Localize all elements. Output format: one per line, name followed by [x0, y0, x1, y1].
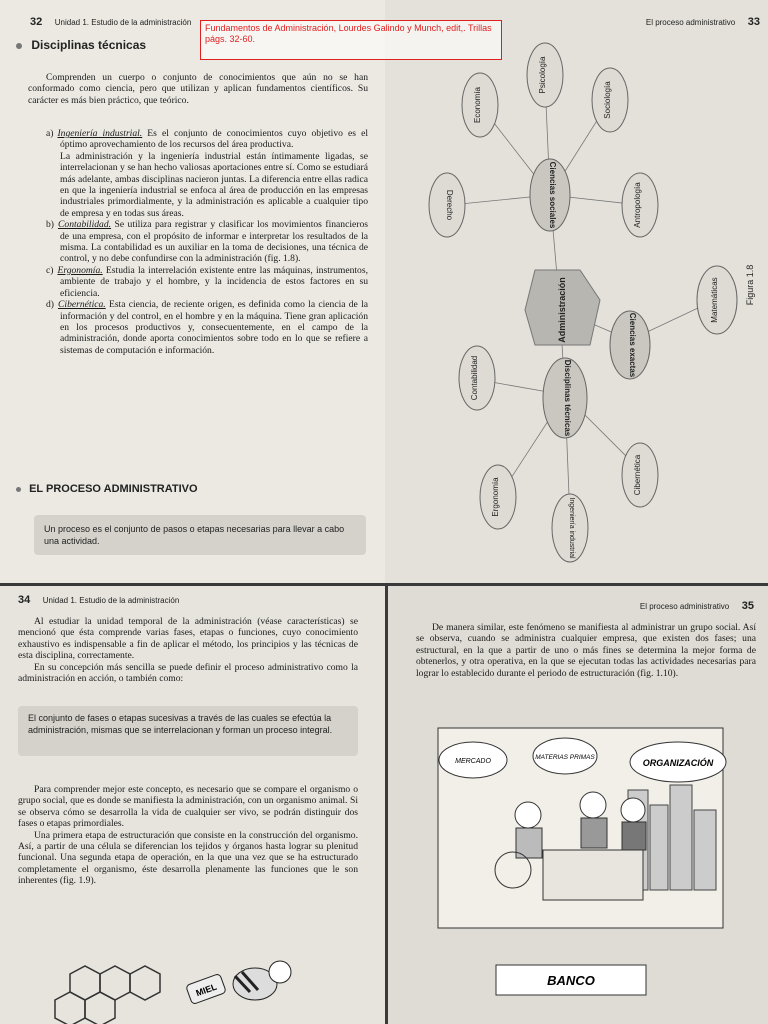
paragraph: Al estudiar la unidad temporal de la administración (véase características) se mencionó que ésta comprende varias fases, etapas o funciones, cuyo conocimiento exhaustivo es indispensable a fin de aplicar el método, los principios y las técnicas de esta disciplina, correctamente. — [18, 616, 358, 662]
process-heading-text: EL PROCESO ADMINISTRATIVO — [29, 483, 198, 495]
citation-text: Fundamentos de Administración, Lourdes Galindo y Munch, edit,. Trillas págs. 32-60. — [205, 23, 492, 44]
honey-jar — [186, 973, 227, 1004]
honeycomb-icon — [55, 966, 160, 1024]
list-item — [46, 219, 368, 265]
page-number: 35 — [741, 600, 754, 612]
item-marker: a) — [46, 128, 54, 139]
page-number: 33 — [747, 16, 760, 28]
header-title: Unidad 1. Estudio de la administración — [54, 18, 192, 27]
page-header — [18, 594, 179, 606]
item-text: Se utiliza para registrar y clasificar los movimientos financieros de una empresa, con el propósito de informar e interpretar los resultados de la misma. La contabilidad es un auxiliar en la toma de decisiones, una técnica de control, y no debe confundirse con la administración (fig. 1.8). — [60, 219, 368, 265]
bubble-text: MATERIAS PRIMAS — [535, 754, 595, 761]
item-extra: La administración y la ingeniería industrial están íntimamente ligadas, se interrelacionan y se han hecho valiosas aportaciones entre sí. Como se estudiará más adelante, ambas disciplinas nacieron juntas. La diferencia entre ellas radica en que la ingeniería industrial se enfoca al área de producción en las empresas industriales primordialmente, y la administración es aplicable a cualquier tipo de empresa y en todas sus áreas. — [60, 150, 368, 219]
item-list — [46, 128, 368, 356]
bank-sign — [496, 965, 646, 995]
heading-text: Disciplinas técnicas — [31, 38, 147, 52]
desk — [543, 850, 643, 900]
person-icon — [515, 802, 541, 828]
section-heading — [16, 38, 146, 52]
page-32 — [0, 0, 385, 583]
list-item — [46, 128, 368, 151]
bee-honeycomb-illustration — [0, 944, 385, 1024]
label-sociologia: Sociología — [603, 81, 612, 119]
paragraph: De manera similar, este fenómeno se manifiesta al administrar un grupo social. Así se observa, cuando se administra cualquier empresa, que existen dos fases; una estructural, en la que a partir de uno o más fines se determina la mejor forma de obtenerlos, y otra operativa, en la que se ejecutan todas las actividades necesarias para lograr lo establecido durante el periodo de estructuración (fig. 1.10). — [416, 622, 756, 679]
item-text: Es el conjunto de conocimientos cuyo objetivo es el óptimo aprovechamiento de los recursos del área productiva. — [60, 128, 368, 151]
citation-annotation — [200, 20, 502, 60]
list-item — [46, 299, 368, 356]
label-matematicas: Matemáticas — [710, 277, 719, 323]
intro-text: Comprenden un cuerpo o conjunto de conocimientos que aún no se han conformado como ciencia, pero que utilizan y aplican fundamentos científicos. Su carácter es más bien práctico, que teórico. — [28, 72, 368, 106]
item-marker: d) — [46, 299, 54, 311]
hub-label: Ciencias exactas — [628, 312, 637, 378]
label-ingenieria: Ingeniería industrial — [568, 497, 575, 559]
header-title: El proceso administrativo — [645, 18, 736, 27]
page-number: 32 — [30, 16, 43, 28]
item-term: Cibernética. — [58, 299, 106, 311]
page-header — [30, 16, 191, 28]
bubble-materias — [533, 738, 597, 774]
label-ergonomia: Ergonomía — [491, 477, 500, 517]
bullet-icon — [16, 487, 21, 492]
definition-text: El conjunto de fases o etapas sucesivas a través de las cuales se efectúa la administración, mismas que se interrelacionan y forman un proceso integral. — [28, 713, 333, 735]
definition-text: Un proceso es el conjunto de pasos o etapas necesarias para llevar a cabo una actividad. — [44, 524, 345, 546]
bubble-mercado — [439, 742, 507, 778]
label-antropologia: Antropología — [633, 182, 642, 228]
item-marker: b) — [46, 219, 54, 231]
bubble-organizacion — [630, 742, 726, 782]
label-derecho: Derecho — [445, 189, 454, 221]
intro-paragraph — [28, 72, 368, 106]
sign-text: BANCO — [547, 973, 595, 988]
paragraph: Para comprender mejor este concepto, es necesario que se compare el organismo o grupo social, que es donde se manifiesta la administración, con un organismo animal. Si se observa cómo se desarrolla la vida de cualquier ser vivo, se podrán distinguir dos fases o etapas primordiales. — [18, 784, 358, 830]
bubble-text: ORGANIZACIÓN — [642, 758, 714, 768]
body-text — [18, 784, 358, 887]
definition-box — [34, 515, 366, 555]
item-text: Esta ciencia, de reciente origen, es definida como la ciencia de la información y del control, en el hombre y en la máquina. Tiene gran aplicación en los procesos productivos y, consecuentemente, en el campo de la administración, donde aporta conocimientos sobre todo en lo que se refiere a sistemas de computación e información. — [60, 299, 368, 356]
item-term: Contabilidad. — [58, 219, 112, 231]
paragraph: Una primera etapa de estructuración que consiste en la construcción del organismo. Así, a partir de una célula se diferencian los tejidos y órganos hasta lograr su plenitud funcional. Una segunda etapa de operación, en la que una vez que se ha estructurado completamente el organismo, éste desarrolla plenamente las funciones que le son inherentes (fig. 1.9). — [18, 829, 358, 887]
hub-label: Disciplinas técnicas — [563, 359, 572, 437]
item-term: Ergonomía. — [57, 264, 103, 276]
item-marker: c) — [46, 264, 54, 276]
organization-cartoon — [388, 720, 768, 1020]
label-cibernetica: Cibernética — [633, 454, 642, 496]
paragraph: En su concepción más sencilla se puede definir el proceso administrativo como la administración en acción, o también como: — [18, 661, 358, 685]
item-text: Estudia la interrelación existente entre las máquinas, instrumentos, ambiente de trabajo y el hombre, y la incidencia de estos factores en su eficiencia. — [60, 264, 368, 299]
label-economia: Economía — [473, 86, 482, 124]
process-heading — [16, 483, 198, 495]
list-item — [46, 264, 368, 299]
person-icon — [580, 792, 606, 818]
header-title: Unidad 1. Estudio de la administración — [42, 596, 180, 605]
center-label: Administración — [557, 277, 567, 343]
page-35 — [388, 586, 768, 1024]
bubble-text: MERCADO — [455, 758, 491, 765]
item-term: Ingeniería industrial. — [57, 128, 143, 139]
page-33 — [385, 0, 768, 583]
figure-label: Figura 1.8 — [745, 264, 755, 306]
definition-box — [18, 706, 358, 756]
label-contabilidad: Contabilidad — [470, 355, 479, 401]
jar-label: MIEL — [194, 981, 219, 999]
disciplines-diagram — [385, 0, 768, 583]
body-text — [416, 622, 756, 679]
header-title: El proceso administrativo — [639, 602, 730, 611]
person-icon — [621, 798, 645, 822]
page-number: 34 — [18, 594, 31, 606]
label-psicologia: Psicología — [538, 56, 547, 94]
hub-label: Ciencias sociales — [548, 161, 557, 229]
bullet-icon — [16, 43, 22, 49]
body-text — [18, 616, 358, 684]
page-34 — [0, 586, 385, 1024]
page-header — [640, 600, 754, 612]
bee-icon — [233, 961, 291, 1000]
